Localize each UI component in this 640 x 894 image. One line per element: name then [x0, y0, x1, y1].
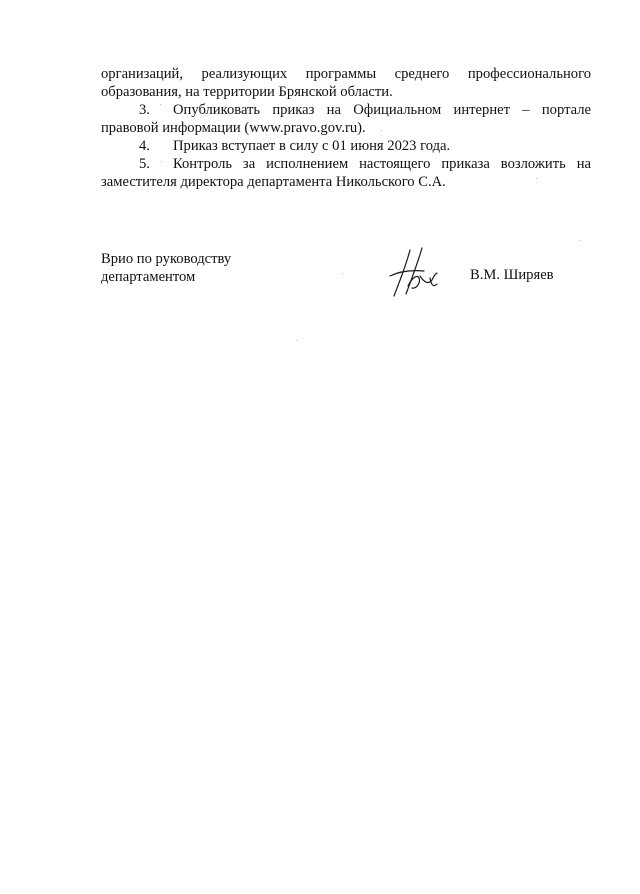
- paragraph-number: 4.: [139, 138, 150, 154]
- paragraph-text: Контроль за исполнением настоящего приказа возложить на заместителя директора департамента Никольского С.А.: [101, 156, 591, 190]
- scan-speck: [161, 161, 162, 162]
- scan-speck: [536, 178, 537, 179]
- paragraph-text: организаций, реализующих программы среднего профессионального образования, на территории Брянской области.: [101, 66, 591, 100]
- scan-speck: [381, 130, 382, 131]
- signer-name: В.М. Ширяев: [470, 267, 554, 283]
- scan-speck: [160, 104, 161, 105]
- paragraph-text: Приказ вступает в силу с 01 июня 2023 года.: [173, 138, 451, 154]
- scan-speck: [296, 340, 297, 341]
- position-line-2: департаментом: [101, 269, 196, 285]
- handwritten-signature: [386, 244, 446, 300]
- scan-speck: [342, 273, 343, 274]
- paragraph-number: 3.: [139, 102, 150, 118]
- paragraph-number: 5.: [139, 156, 150, 172]
- paragraph-item-3: [101, 101, 591, 137]
- paragraph-continuation: [101, 65, 591, 101]
- paragraph-item-5: [101, 155, 591, 191]
- paragraph-item-4: [101, 137, 591, 155]
- scan-speck: [580, 240, 581, 241]
- signatory-position: [101, 250, 231, 286]
- paragraph-text: Опубликовать приказ на Официальном интернет – портале правовой информации (www.pravo.gov.ru).: [101, 102, 591, 136]
- position-line-1: Врио по руководству: [101, 251, 232, 267]
- order-body: [101, 65, 591, 191]
